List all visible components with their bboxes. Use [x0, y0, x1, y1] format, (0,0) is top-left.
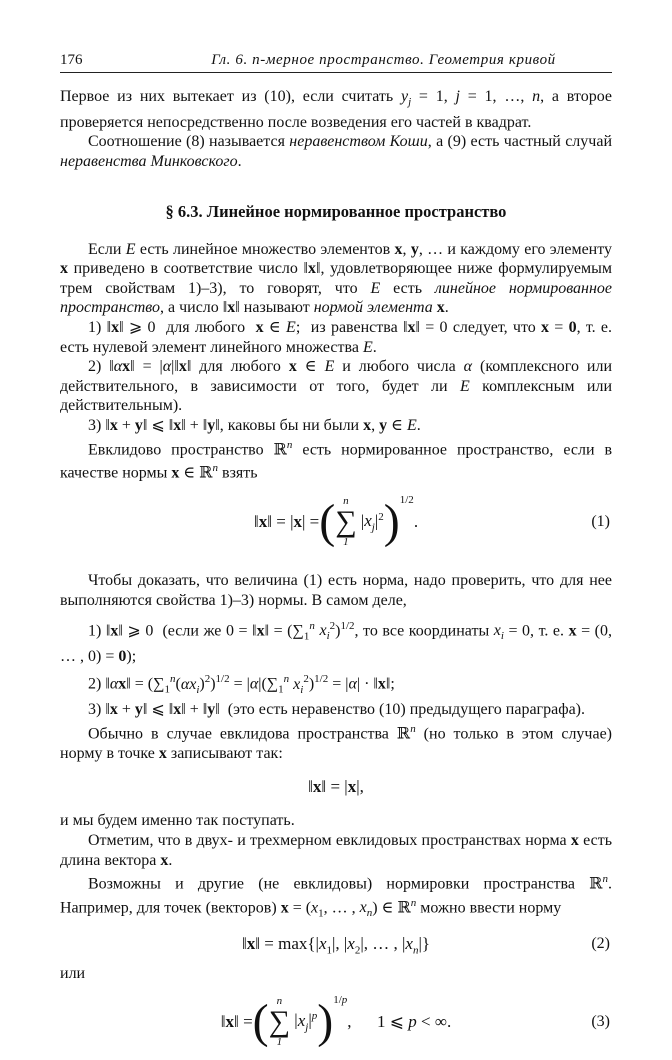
equation-norm: ‖x‖ = |x|,	[308, 777, 364, 797]
equation-3: ‖x‖ = ( n ∑ 1 $|x_j|^p$ ) $^{1/p}$ , 1 ⩽ p < ∞. (3)	[220, 993, 610, 1048]
paragraph: Чтобы доказать, что величина (1) есть норма, надо проверить, что для нее выполняются свойства 1)–3) нормы. В самом деле,	[60, 572, 612, 609]
equation-number: (1)	[591, 513, 610, 531]
paragraph: 3) ‖x + y‖ ⩽ ‖x‖ + ‖y‖ (это есть неравенство (10) предыдущего параграфа).	[88, 701, 586, 719]
running-title: Гл. 6. n-мерное пространство. Геометрия кривой	[211, 52, 556, 68]
paragraph: Обычно в случае евклидова пространства ℝ$^n$ (но только в этом случае) норму в точке x записывают так:	[60, 722, 612, 762]
paragraph: Евклидово пространство ℝ$^n$ есть нормированное пространство, если в качестве нормы x ∈ ℝ$^n$ взять	[60, 438, 613, 482]
paragraph: и мы будем именно так поступать.	[60, 812, 295, 830]
running-header	[60, 52, 612, 73]
equation-1: ‖x‖ = |x| = ( n ∑ 1 $|x_j|^2$ ) $^{1/2}$ . (1)	[253, 494, 610, 549]
paragraph: Отметим, что в двух- и трехмерном евклидовых пространствах норма x есть длина вектора x.	[60, 832, 613, 869]
paragraph: 1) ‖x‖ ⩾ 0 для любого x ∈ E; из равенства ‖x‖ = 0 следует, что x = 0, т. е. есть нулевой элемент линейного множества E.	[60, 318, 613, 356]
equation-number: (3)	[591, 1012, 610, 1030]
equation-number: (2)	[591, 935, 610, 953]
paragraph: 1) ‖x‖ ⩾ 0 (если же 0 = ‖x‖ = ($\sum_1^n$ $x_i^2)^{1/2}$, то все координаты $x_i = 0$, т. е. x = (0, … , 0) = 0);	[60, 619, 613, 665]
paragraph: 2) ‖αx‖ = |α|‖x‖ для любого x ∈ E и любого числа α (комплексного или действительного, в зависимости от того, будет ли E комплексным или действительным).	[60, 358, 613, 415]
paragraph: 2) ‖αx‖ = $(\sum_1^n(\alpha x_i)^2)^{1/2} = |\alpha|(\sum_1^n$ $x_i^2)^{1/2} = |\alpha|$ · ‖x‖;	[88, 673, 395, 696]
page-number: 176	[60, 52, 83, 68]
paragraph: Соотношение (8) называется неравенством Коши, а (9) есть частный случай неравенства Минковского.	[60, 133, 613, 170]
section-title: § 6.3. Линейное нормированное пространство	[165, 201, 507, 221]
paragraph: Первое из них вытекает из (10), если считать $y_j = 1$, j = 1, …, n, а второе проверяется непосредственно после возведения его частей в квадрат.	[60, 88, 612, 131]
paragraph: 3) ‖x + y‖ ⩽ ‖x‖ + ‖y‖, каковы бы ни были x, y ∈ E.	[88, 416, 421, 434]
paragraph: Возможны и другие (не евклидовы) нормировки пространства ℝ$^n$. Например, для точек (векторов) $x = (x_1$, … , $x_n$) ∈ ℝ$^n$ можно ввести норму	[60, 873, 612, 920]
paragraph: Если E есть линейное множество элементов x, y, … и каждому его элементу x приведено в соответствие число ‖x‖, удовлетворяющее ниже формулируемым трем свойствам 1)–3), то говорят, что E есть линейное нормированное пространство, а число ‖x‖ называют нормой элемента x.	[60, 240, 613, 317]
equation-2: ‖x‖ = $\max\{|x_1|$, $|x_2|$, … , $|x_n|$} (2)	[60, 924, 612, 964]
page	[60, 52, 612, 1060]
paragraph: или	[60, 965, 86, 983]
